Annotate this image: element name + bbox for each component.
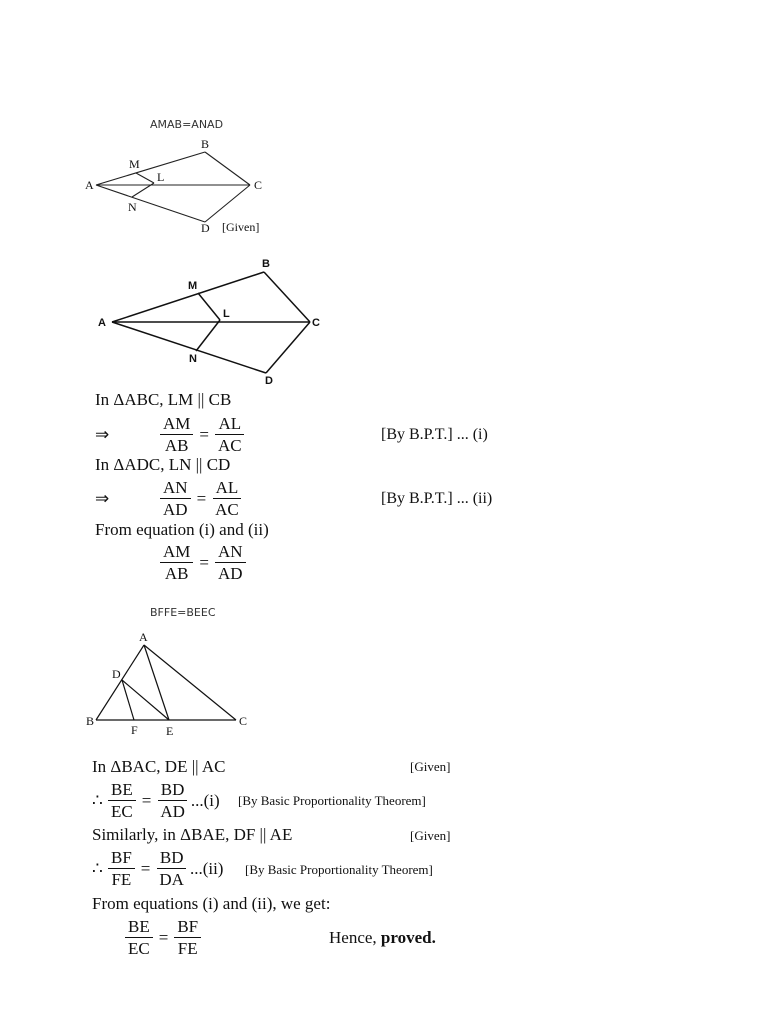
reason-2: [By B.P.T.] ... (ii) <box>381 490 493 507</box>
fraction-am-ab: $\frac{AM}{AB}$ <box>160 414 193 455</box>
seg-BC <box>264 272 310 322</box>
seg-CD <box>266 322 310 373</box>
seg-LN <box>196 320 220 351</box>
conclusion <box>329 928 436 948</box>
seg-AB <box>96 152 205 185</box>
seg-DA <box>96 185 205 222</box>
caption-2: BFFE=BEEC <box>150 606 216 619</box>
equation-6: $\frac{BE}{EC}$ = $\frac{BF}{FE}$ <box>125 917 201 958</box>
kite-figure-small <box>80 135 280 240</box>
label-C: C <box>239 714 248 728</box>
triangle-figure <box>84 630 260 740</box>
implies-symbol: ⇒ <box>95 488 110 508</box>
label-C: C <box>312 317 320 329</box>
equation-3: $\frac{AM}{AB}$ = $\frac{AN}{AD}$ <box>160 542 246 583</box>
caption-1: AMAB=ANAD <box>150 118 224 131</box>
label-M: M <box>188 280 198 292</box>
label-N: N <box>128 200 137 214</box>
fraction-bd-ad: $\frac{BD}{AD}$ <box>157 780 188 821</box>
equation-tag-i: ...(i) <box>190 790 220 810</box>
seg-AC <box>144 645 236 720</box>
equation-4: ∴ $\frac{BE}{EC}$ = $\frac{BD}{AD}$ ...(i) <box>92 780 220 821</box>
reason-bpt-1: [By Basic Proportionality Theorem] <box>238 793 426 808</box>
label-N: N <box>189 353 197 365</box>
given-label: [Given] <box>222 220 260 234</box>
given-1: [Given] <box>410 759 451 774</box>
fraction-an-ad: $\frac{AN}{AD}$ <box>215 542 246 583</box>
fraction-be-ec: $\frac{BE}{EC}$ <box>125 917 153 958</box>
fraction-an-ad: $\frac{AN}{AD}$ <box>160 478 191 519</box>
reason-1: [By B.P.T.] ... (i) <box>381 426 488 443</box>
statement-bae: Similarly, in ΔBAE, DF || AE <box>92 825 293 844</box>
label-A: A <box>98 317 106 329</box>
fraction-bf-fe: $\frac{BF}{FE}$ <box>108 848 135 889</box>
label-L: L <box>223 308 230 320</box>
proved-text: proved. <box>380 928 436 947</box>
hence-text: Hence, <box>329 928 377 947</box>
implies-symbol: ⇒ <box>95 424 110 444</box>
label-F: F <box>131 723 138 737</box>
fraction-al-ac: $\frac{AL}{AC}$ <box>215 414 245 455</box>
fraction-be-ec: $\frac{BE}{EC}$ <box>108 780 136 821</box>
label-M: M <box>129 157 140 171</box>
therefore-symbol: ∴ <box>92 790 103 810</box>
label-A: A <box>139 630 148 644</box>
label-A: A <box>85 178 94 192</box>
seg-BA <box>96 645 144 720</box>
equation-tag-ii: ...(ii) <box>189 858 224 878</box>
statement-abc: In ΔABC, LM || CB <box>95 390 232 409</box>
label-B: B <box>86 714 95 728</box>
statement-from-equations: From equation (i) and (ii) <box>95 520 269 539</box>
label-L: L <box>157 170 165 184</box>
equation-2: ⇒ $\frac{AN}{AD}$ = $\frac{AL}{AC}$ <box>95 478 242 519</box>
kite-figure-large <box>92 255 332 390</box>
fraction-al-ac: $\frac{AL}{AC}$ <box>212 478 242 519</box>
label-D: D <box>265 375 273 387</box>
label-B: B <box>262 258 270 270</box>
seg-ML <box>198 293 220 320</box>
label-D: D <box>112 667 121 681</box>
seg-DA <box>112 322 266 373</box>
seg-CD <box>205 185 250 222</box>
seg-ML <box>136 173 154 183</box>
label-C: C <box>254 178 263 192</box>
statement-we-get: From equations (i) and (ii), we get: <box>92 894 331 913</box>
given-2: [Given] <box>410 828 451 843</box>
therefore-symbol: ∴ <box>92 858 103 878</box>
seg-DF <box>122 680 134 720</box>
label-B: B <box>201 137 210 151</box>
fraction-am-ab: $\frac{AM}{AB}$ <box>160 542 193 583</box>
reason-bpt-2: [By Basic Proportionality Theorem] <box>245 862 433 877</box>
equation-5: ∴ $\frac{BF}{FE}$ = $\frac{BD}{DA}$ ...(ii) <box>92 848 224 889</box>
seg-BC <box>205 152 250 185</box>
label-D: D <box>201 221 210 235</box>
statement-bac: In ΔBAC, DE || AC <box>92 757 226 776</box>
fraction-bf-fe: $\frac{BF}{FE}$ <box>174 917 201 958</box>
equation-1: ⇒ $\frac{AM}{AB}$ = $\frac{AL}{AC}$ <box>95 414 245 455</box>
statement-adc: In ΔADC, LN || CD <box>95 455 231 474</box>
label-E: E <box>166 724 174 738</box>
fraction-bd-da: $\frac{BD}{DA}$ <box>156 848 187 889</box>
